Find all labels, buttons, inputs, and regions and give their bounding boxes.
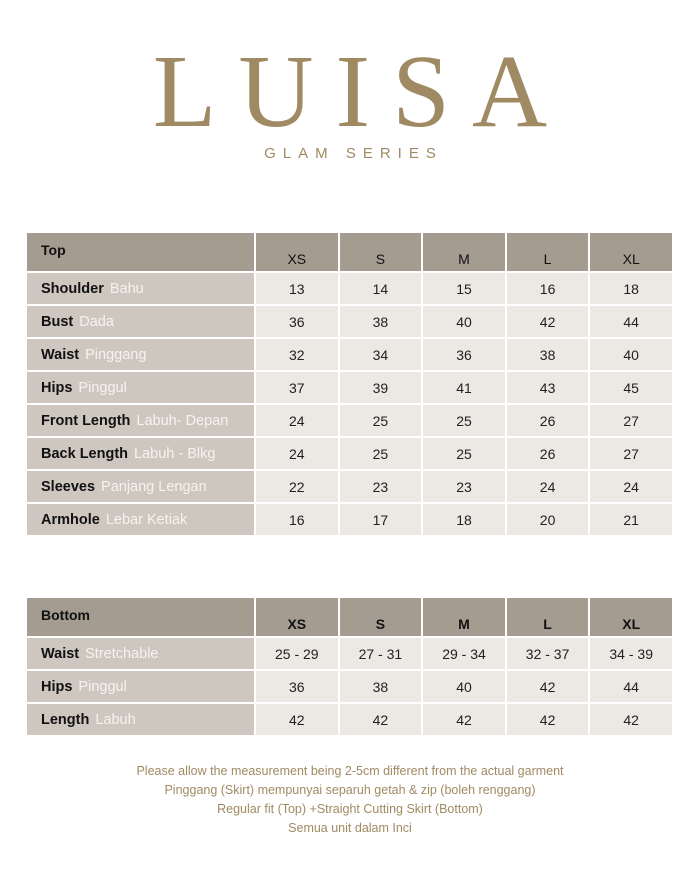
size-value-cell: 24 (255, 437, 339, 470)
size-value-cell: 36 (255, 670, 339, 703)
measurement-label (26, 338, 255, 371)
table-row (26, 338, 673, 371)
size-value-cell: 25 (422, 404, 506, 437)
bottom-size-table (25, 596, 674, 737)
label-english: Shoulder (41, 281, 104, 297)
table-title: Bottom (26, 597, 255, 637)
size-value-cell: 26 (506, 404, 590, 437)
size-value-cell: 34 (339, 338, 423, 371)
size-value-cell: 24 (506, 470, 590, 503)
size-value-cell: 27 (589, 437, 673, 470)
size-value-cell: 17 (339, 503, 423, 536)
size-value-cell: 25 (422, 437, 506, 470)
size-value-cell: 36 (255, 305, 339, 338)
label-english: Waist (41, 646, 80, 662)
size-value-cell: 42 (255, 703, 339, 736)
top-size-table (25, 231, 674, 537)
size-header-xs: XS (255, 597, 339, 637)
size-value-cell: 27 (589, 404, 673, 437)
measurement-label (26, 404, 255, 437)
table-row (26, 404, 673, 437)
label-malay: Panjang Lengan (101, 479, 207, 495)
table-row (26, 371, 673, 404)
label-malay: Stretchable (85, 646, 159, 662)
size-value-cell: 41 (422, 371, 506, 404)
size-value-cell: 42 (589, 703, 673, 736)
table-row (26, 272, 673, 305)
size-value-cell: 18 (422, 503, 506, 536)
size-value-cell: 36 (422, 338, 506, 371)
size-header-xl: XL (589, 232, 673, 272)
size-value-cell: 16 (255, 503, 339, 536)
size-value-cell: 14 (339, 272, 423, 305)
size-value-cell: 42 (506, 305, 590, 338)
measurement-label (26, 703, 255, 736)
size-value-cell: 26 (506, 437, 590, 470)
table-title: Top (26, 232, 255, 272)
table-row (26, 637, 673, 670)
size-value-cell: 25 (339, 404, 423, 437)
size-value-cell: 38 (339, 670, 423, 703)
size-value-cell: 43 (506, 371, 590, 404)
label-malay: Pinggang (85, 347, 147, 363)
size-value-cell: 22 (255, 470, 339, 503)
label-malay: Dada (79, 314, 114, 330)
size-header-s: S (339, 597, 423, 637)
size-header-m: M (422, 232, 506, 272)
label-english: Hips (41, 679, 73, 695)
size-value-cell: 18 (589, 272, 673, 305)
size-value-cell: 38 (339, 305, 423, 338)
size-value-cell: 42 (339, 703, 423, 736)
table-header-row (26, 232, 673, 272)
size-value-cell: 29 - 34 (422, 637, 506, 670)
label-malay: Lebar Ketiak (105, 512, 188, 528)
size-header-l: L (506, 232, 590, 272)
size-value-cell: 34 - 39 (589, 637, 673, 670)
size-header-s: S (339, 232, 423, 272)
size-value-cell: 44 (589, 670, 673, 703)
size-value-cell: 44 (589, 305, 673, 338)
label-english: Waist (41, 347, 80, 363)
measurement-label (26, 305, 255, 338)
size-value-cell: 23 (339, 470, 423, 503)
table-row (26, 470, 673, 503)
table-row (26, 437, 673, 470)
measurement-label (26, 503, 255, 536)
size-header-m: M (422, 597, 506, 637)
label-english: Hips (41, 380, 73, 396)
size-value-cell: 21 (589, 503, 673, 536)
label-malay: Pinggul (78, 380, 127, 396)
size-value-cell: 42 (506, 670, 590, 703)
size-value-cell: 42 (506, 703, 590, 736)
brand-logo: LUISA (152, 34, 570, 149)
size-value-cell: 27 - 31 (339, 637, 423, 670)
size-value-cell: 24 (589, 470, 673, 503)
size-value-cell: 45 (589, 371, 673, 404)
size-value-cell: 16 (506, 272, 590, 305)
table-header-row (26, 597, 673, 637)
size-value-cell: 39 (339, 371, 423, 404)
note-line: Semua unit dalam Inci (288, 821, 412, 835)
size-value-cell: 25 - 29 (255, 637, 339, 670)
measurement-label (26, 670, 255, 703)
measurement-label (26, 470, 255, 503)
size-value-cell: 40 (422, 305, 506, 338)
notes (0, 762, 700, 838)
size-value-cell: 40 (589, 338, 673, 371)
label-english: Bust (41, 314, 74, 330)
table-row (26, 703, 673, 736)
size-value-cell: 32 - 37 (506, 637, 590, 670)
table-row (26, 503, 673, 536)
note-line: Pinggang (Skirt) mempunyai separuh getah & zip (boleh renggang) (164, 783, 536, 797)
label-malay: Labuh (95, 712, 136, 728)
label-malay: Labuh- Depan (136, 413, 229, 429)
label-english: Armhole (41, 512, 100, 528)
series-subtitle: GLAM SERIES (264, 145, 443, 162)
size-value-cell: 38 (506, 338, 590, 371)
note-line: Regular fit (Top) +Straight Cutting Skirt (Bottom) (217, 802, 483, 816)
size-value-cell: 40 (422, 670, 506, 703)
size-value-cell: 25 (339, 437, 423, 470)
measurement-label (26, 437, 255, 470)
size-value-cell: 13 (255, 272, 339, 305)
size-value-cell: 32 (255, 338, 339, 371)
note-line: Please allow the measurement being 2-5cm different from the actual garment (136, 764, 564, 778)
table-row (26, 305, 673, 338)
label-malay: Labuh - Blkg (134, 446, 216, 462)
label-malay: Bahu (109, 281, 144, 297)
measurement-label (26, 371, 255, 404)
measurement-label (26, 272, 255, 305)
size-value-cell: 20 (506, 503, 590, 536)
measurement-label (26, 637, 255, 670)
size-value-cell: 24 (255, 404, 339, 437)
size-header-xs: XS (255, 232, 339, 272)
table-row (26, 670, 673, 703)
size-value-cell: 37 (255, 371, 339, 404)
size-value-cell: 42 (422, 703, 506, 736)
size-value-cell: 23 (422, 470, 506, 503)
size-header-l: L (506, 597, 590, 637)
label-english: Back Length (41, 446, 129, 462)
size-value-cell: 15 (422, 272, 506, 305)
label-english: Sleeves (41, 479, 96, 495)
size-header-xl: XL (589, 597, 673, 637)
label-english: Length (41, 712, 90, 728)
label-english: Front Length (41, 413, 131, 429)
label-malay: Pinggul (78, 679, 127, 695)
